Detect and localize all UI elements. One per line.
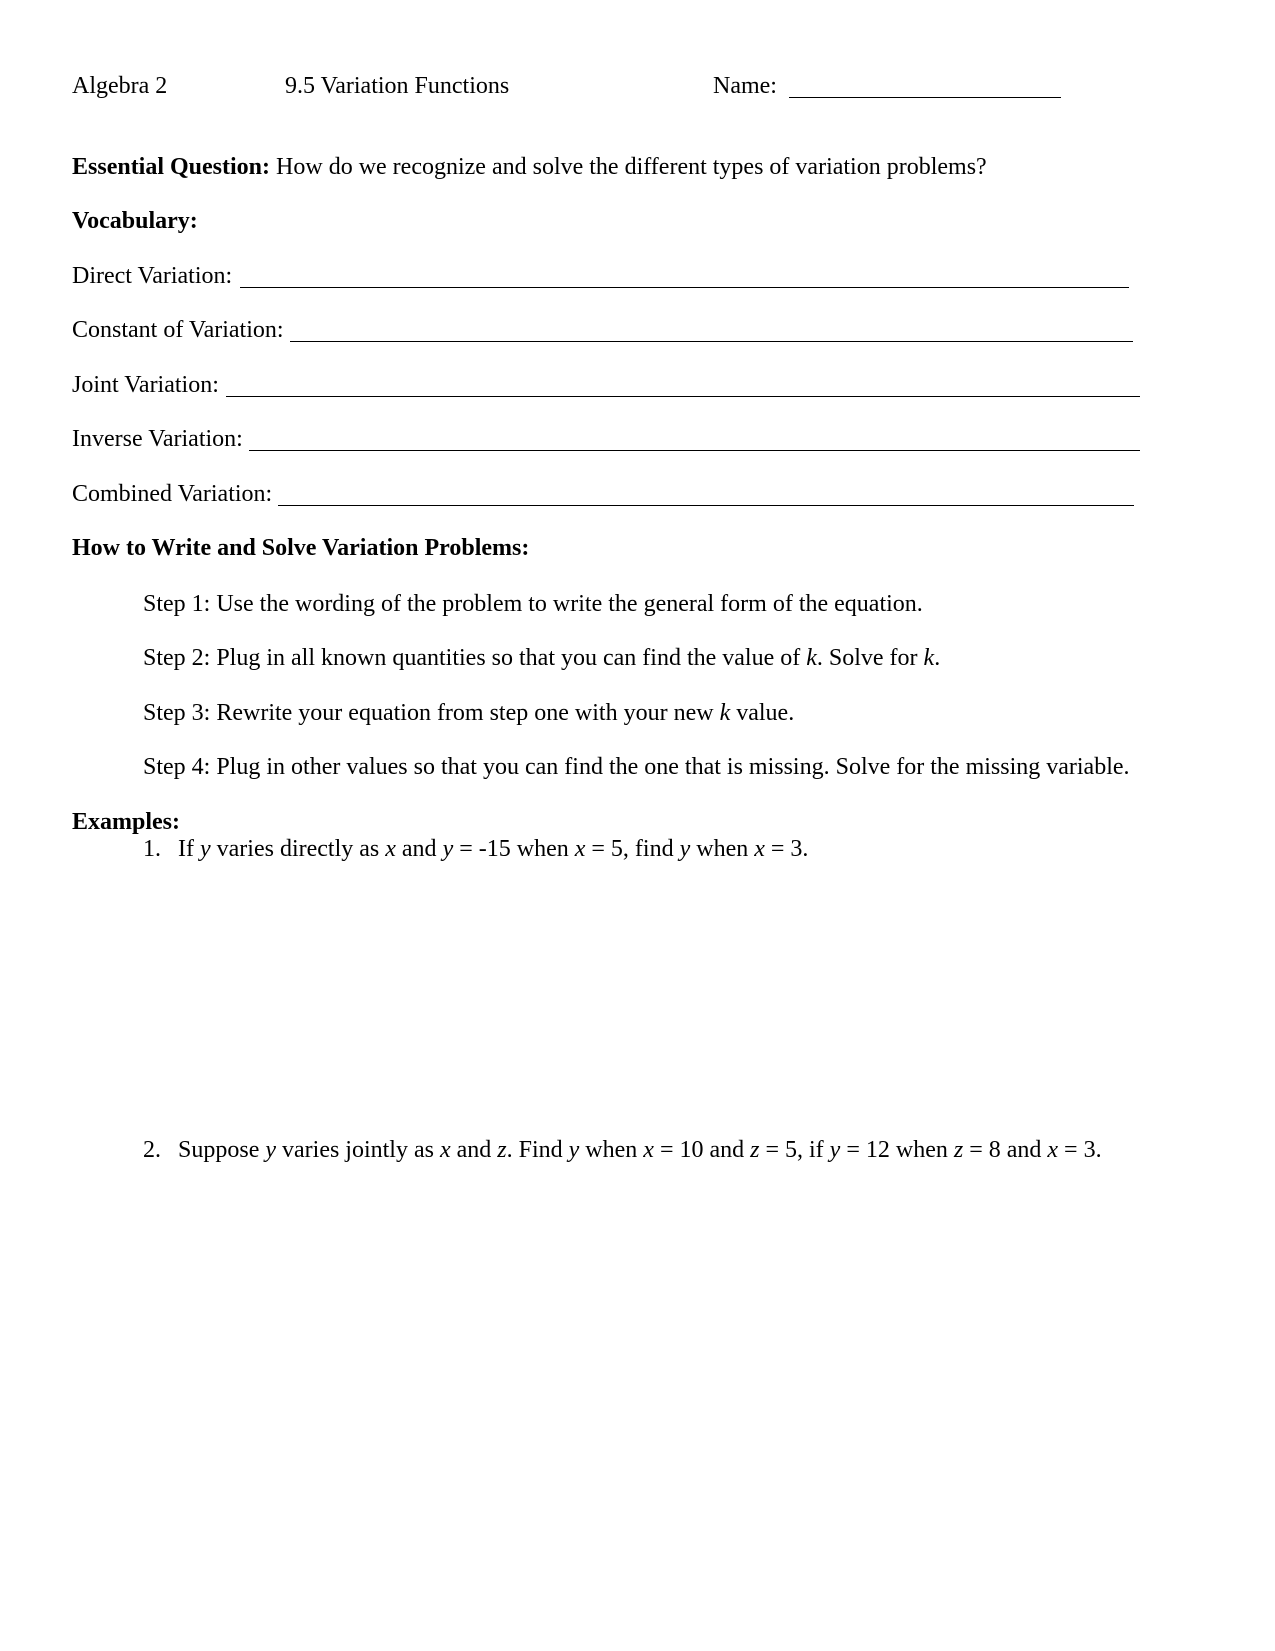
name-label: Name: — [713, 73, 777, 99]
example-text: Suppose — [178, 1137, 266, 1163]
example-text: . Find — [506, 1137, 569, 1163]
variable: y — [199, 836, 211, 862]
essential-question — [72, 153, 987, 181]
step-1: Step 1: Use the wording of the problem to write the general form of the equation. — [143, 591, 923, 617]
example-text: when — [690, 836, 755, 862]
step-2-k: k — [806, 645, 817, 671]
vocab-term-constant-of-variation: Constant of Variation: — [72, 317, 284, 343]
example-text: If — [178, 836, 200, 862]
variable: y — [442, 836, 454, 862]
examples-heading: Examples: — [72, 809, 180, 835]
variable: z — [497, 1137, 507, 1163]
lesson-title: 9.5 Variation Functions — [285, 73, 510, 99]
step-2-text-c: . — [934, 645, 941, 671]
example-text: = 3. — [1058, 1137, 1102, 1163]
variable: x — [754, 836, 765, 862]
vocab-blank-inverse-variation[interactable] — [249, 450, 1140, 451]
vocab-term-direct-variation: Direct Variation: — [72, 263, 233, 289]
example-2-text — [178, 1136, 1102, 1164]
variable: z — [953, 1137, 964, 1163]
variable: z — [750, 1137, 760, 1163]
variable: y — [829, 1137, 841, 1163]
example-text: varies directly as — [210, 836, 386, 862]
step-3-k: k — [719, 700, 731, 726]
vocab-term-joint-variation: Joint Variation: — [72, 372, 219, 398]
example-text: = 3. — [764, 836, 809, 862]
course-title: Algebra 2 — [72, 73, 168, 99]
example-text: and — [450, 1137, 498, 1163]
example-text: = -15 when — [453, 836, 575, 862]
vocab-blank-direct-variation[interactable] — [240, 287, 1129, 288]
variable: x — [439, 1137, 451, 1163]
vocab-blank-constant-of-variation[interactable] — [290, 341, 1133, 342]
vocabulary-heading: Vocabulary: — [72, 208, 198, 234]
step-3-text-b: value. — [730, 700, 795, 726]
essential-question-text: How do we recognize and solve the different types of variation problems? — [276, 154, 987, 180]
name-blank-line[interactable] — [789, 97, 1061, 98]
step-2-k: k — [923, 645, 935, 671]
example-1-text — [178, 835, 808, 863]
vocab-term-inverse-variation: Inverse Variation: — [72, 426, 243, 452]
variable: y — [568, 1137, 580, 1163]
how-to-heading: How to Write and Solve Variation Problems: — [72, 535, 530, 561]
step-2-text-a: Step 2: Plug in all known quantities so that you can find the value of — [143, 645, 807, 671]
example-text: when — [579, 1137, 644, 1163]
step-2-text-b: . Solve for — [816, 645, 924, 671]
vocab-term-combined-variation: Combined Variation: — [72, 481, 273, 507]
example-text: = 10 and — [653, 1137, 751, 1163]
example-text: = 12 when — [840, 1137, 954, 1163]
example-text: varies jointly as — [276, 1137, 440, 1163]
essential-question-label: Essential Question: — [72, 154, 271, 180]
step-4: Step 4: Plug in other values so that you can find the one that is missing. Solve for the missing variable. — [143, 754, 1130, 780]
variable: x — [1047, 1137, 1059, 1163]
example-text: = 8 and — [963, 1137, 1048, 1163]
step-2 — [143, 644, 940, 672]
example-1-number: 1. — [143, 836, 161, 862]
variable: x — [574, 836, 586, 862]
example-text: = 5, if — [759, 1137, 830, 1163]
step-3-text-a: Step 3: Rewrite your equation from step one with your new — [143, 700, 720, 726]
vocab-blank-joint-variation[interactable] — [226, 396, 1140, 397]
variable: x — [385, 836, 396, 862]
step-3 — [143, 699, 794, 727]
example-text: = 5, find — [585, 836, 680, 862]
variable: x — [643, 1137, 654, 1163]
variable: y — [679, 836, 691, 862]
example-2-number: 2. — [143, 1137, 161, 1163]
variable: y — [265, 1137, 276, 1163]
vocab-blank-combined-variation[interactable] — [278, 505, 1134, 506]
example-text: and — [395, 836, 443, 862]
